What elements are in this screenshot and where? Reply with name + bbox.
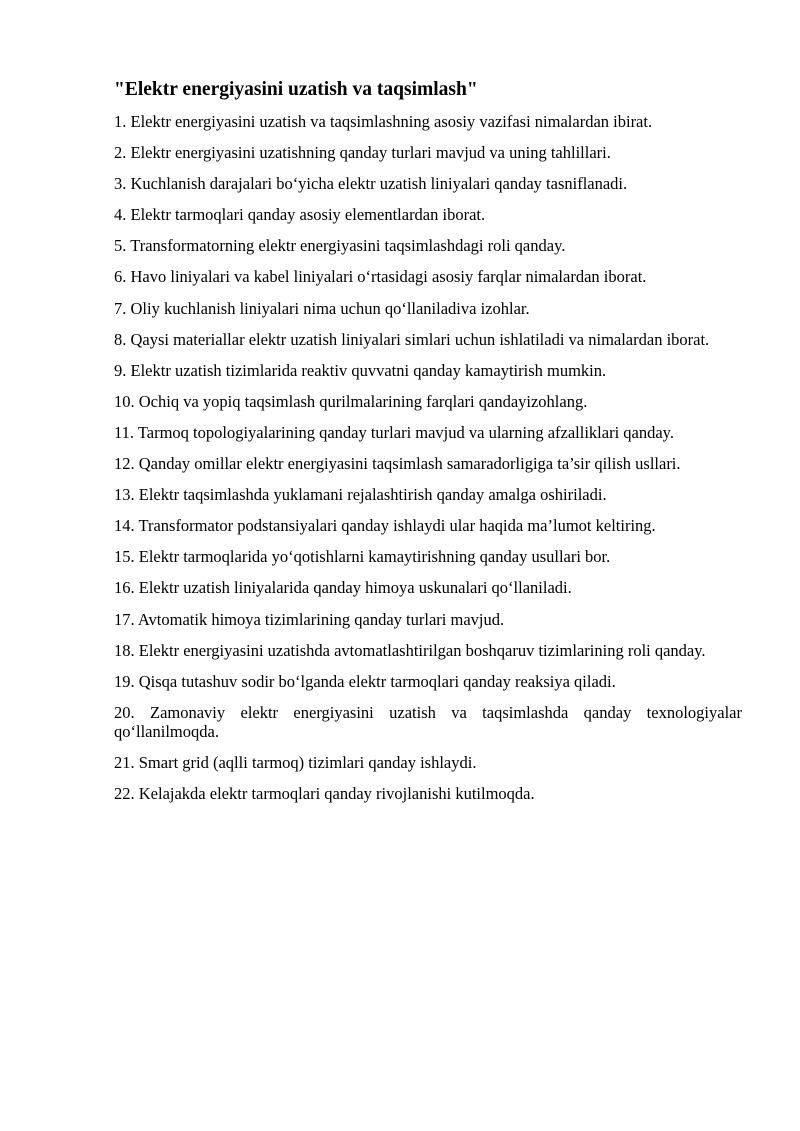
question-item: 4. Elektr tarmoqlari qanday asosiy elementlardan iborat. (114, 205, 486, 225)
question-item: 2. Elektr energiyasini uzatishning qanday turlari mavjud va uning tahlillari. (114, 143, 611, 163)
question-item: 11. Tarmoq topologiyalarining qanday turlari mavjud va ularning afzalliklari qanday. (114, 422, 674, 442)
question-item: 18. Elektr energiyasini uzatishda avtomatlashtirilgan boshqaruv tizimlarining roli qanday. (114, 640, 706, 660)
question-item: 12. Qanday omillar elektr energiyasini taqsimlash samaradorligiga ta’sir qilish usllari. (114, 454, 681, 474)
question-item: 7. Oliy kuchlanish liniyalari nima uchun qoʻllaniladiva izohlar. (114, 298, 530, 318)
question-item: 19. Qisqa tutashuv sodir boʻlganda elektr tarmoqlari qanday reaksiya qiladi. (114, 671, 616, 691)
question-item: 8. Qaysi materiallar elektr uzatish liniyalari simlari uchun ishlatiladi va nimalardan iborat. (114, 329, 710, 349)
document-page (114, 76, 742, 815)
question-item: 9. Elektr uzatish tizimlarida reaktiv quvvatni qanday kamaytirish mumkin. (114, 360, 607, 380)
question-item: 15. Elektr tarmoqlarida yoʻqotishlarni kamaytirishning qanday usullari bor. (114, 547, 611, 567)
question-item: 3. Kuchlanish darajalari boʻyicha elektr uzatish liniyalari qanday tasniflanadi. (114, 174, 628, 194)
question-item: 21. Smart grid (aqlli tarmoq) tizimlari qanday ishlaydi. (114, 752, 477, 772)
document-title: "Elektr energiyasini uzatish va taqsimlash" (114, 79, 478, 100)
question-item: 14. Transformator podstansiyalari qanday ishlaydi ular haqida ma’lumot keltiring. (114, 516, 656, 536)
question-list (114, 112, 742, 803)
question-item: 16. Elektr uzatish liniyalarida qanday himoya uskunalari qoʻllaniladi. (114, 578, 572, 598)
question-item: 13. Elektr taqsimlashda yuklamani rejalashtirish qanday amalga oshiriladi. (114, 485, 607, 505)
question-item: 20. Zamonaviy elektr energiyasini uzatish va taqsimlashda qanday texnologiyalar qoʻllanilmoqda. (114, 702, 742, 741)
question-item: 5. Transformatorning elektr energiyasini taqsimlashdagi roli qanday. (114, 236, 566, 256)
question-item: 22. Kelajakda elektr tarmoqlari qanday rivojlanishi kutilmoqda. (114, 783, 535, 803)
question-item: 1. Elektr energiyasini uzatish va taqsimlashning asosiy vazifasi nimalardan ibirat. (114, 112, 653, 131)
question-item: 6. Havo liniyalari va kabel liniyalari oʻrtasidagi asosiy farqlar nimalardan iborat. (114, 267, 647, 287)
question-item: 17. Avtomatik himoya tizimlarining qanday turlari mavjud. (114, 609, 505, 629)
question-item: 10. Ochiq va yopiq taqsimlash qurilmalarining farqlari qandayizohlang. (114, 391, 588, 411)
